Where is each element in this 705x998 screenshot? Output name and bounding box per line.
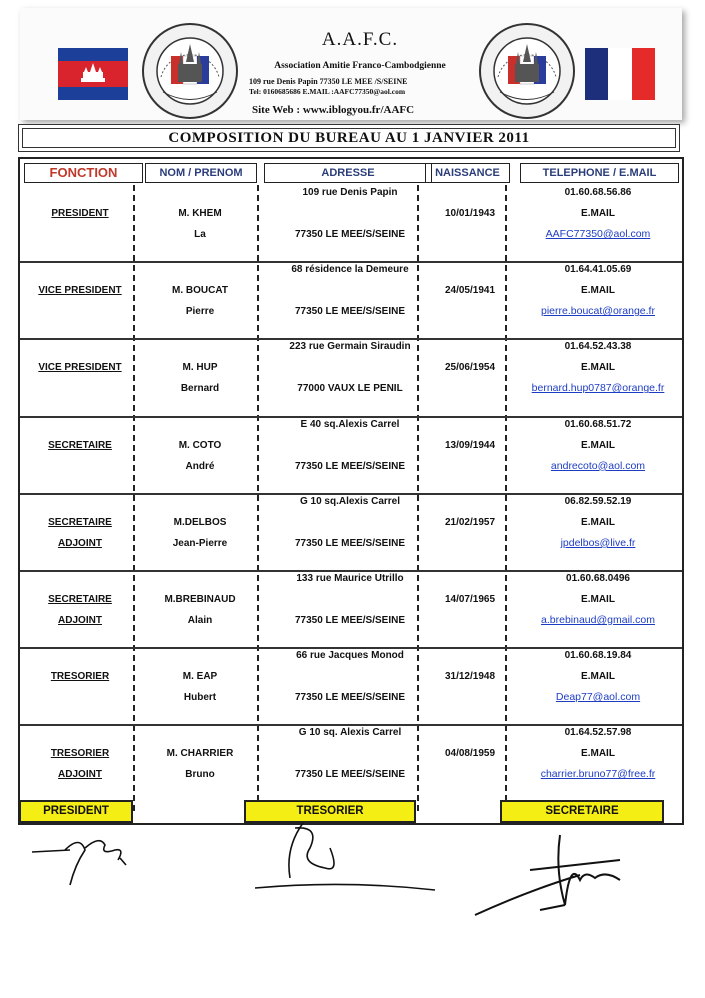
address-city: 77000 VAUX LE PENIL [297, 383, 403, 395]
row-separator [20, 416, 682, 418]
column-divider [133, 185, 135, 811]
address-city: 77350 LE MEE/S/SEINE [294, 306, 406, 318]
org-subtitle: Association Amitie Franco-Cambodgienne [274, 61, 446, 71]
secretaire-signature [470, 830, 650, 920]
document-title: COMPOSITION DU BUREAU AU 1 JANVIER 2011 [22, 128, 676, 148]
role-label: ADJOINT [58, 615, 102, 626]
row-separator [20, 261, 682, 263]
member-firstname: Jean-Pierre [172, 537, 228, 549]
address-city: 77350 LE MEE/S/SEINE [294, 460, 406, 472]
member-firstname: Bernard [180, 383, 220, 395]
bureau-table [18, 157, 684, 825]
email-label: E.MAIL [581, 208, 615, 219]
email-label: E.MAIL [581, 594, 615, 605]
email-link[interactable]: AAFC77350@aol.com [545, 228, 651, 240]
document-title-frame [18, 124, 680, 152]
signature-label-president: PRESIDENT [19, 800, 133, 823]
address-street: 66 rue Jacques Monod [296, 650, 404, 662]
member-firstname: Hubert [183, 692, 217, 704]
email-label: E.MAIL [581, 671, 615, 683]
address-street: 223 rue Germain Siraudin [289, 341, 411, 353]
org-title: A.A.F.C. [321, 29, 399, 50]
member-name: M. HUP [182, 362, 218, 374]
signature-label-tresorier: TRESORIER [244, 800, 416, 823]
org-address: 109 rue Denis Papin 77350 LE MEE /S/SEINE [249, 77, 408, 86]
birth-date: 25/06/1954 [444, 362, 496, 374]
email-label: E.MAIL [581, 748, 615, 760]
email-link[interactable]: pierre.boucat@orange.fr [541, 305, 655, 318]
birth-date: 10/01/1943 [444, 208, 496, 219]
email-link[interactable]: bernard.hup0787@orange.fr [531, 382, 665, 395]
phone-number: 01.64.41.05.69 [564, 264, 632, 276]
birth-date: 31/12/1948 [444, 671, 496, 683]
address-city: 77350 LE MEE/S/SEINE [294, 692, 406, 704]
address-street: 109 rue Denis Papin [302, 187, 398, 198]
tresorier-signature [255, 818, 445, 898]
member-name: M.DELBOS [173, 516, 227, 528]
column-divider [257, 185, 259, 811]
email-link[interactable]: a.brebinaud@gmail.com [541, 614, 655, 626]
member-firstname: Bruno [185, 769, 215, 781]
president-signature [30, 830, 140, 890]
address-street: E 40 sq.Alexis Carrel [300, 418, 400, 430]
member-name: M. COTO [178, 439, 222, 451]
member-firstname: La [194, 229, 206, 240]
member-name: M. CHARRIER [166, 748, 234, 760]
role-label: SECRETAIRE [48, 516, 112, 528]
role-label: TRESORIER [50, 748, 110, 760]
role-label: ADJOINT [58, 769, 102, 781]
member-firstname: Pierre [185, 306, 215, 318]
address-city: 77350 LE MEE/S/SEINE [294, 615, 406, 626]
row-separator [20, 570, 682, 572]
member-name: M. EAP [182, 671, 218, 683]
email-label: E.MAIL [581, 362, 615, 374]
association-seal-icon [141, 22, 239, 120]
row-separator [20, 724, 682, 726]
phone-number: 01.60.68.19.84 [564, 650, 632, 662]
org-website: Site Web : www.iblogyou.fr/AAFC [252, 104, 415, 116]
birth-date: 13/09/1944 [444, 439, 496, 451]
member-name: M.BREBINAUD [164, 594, 236, 605]
column-header-naissance: NAISSANCE [425, 163, 510, 183]
address-street: 68 résidence la Demeure [291, 264, 409, 276]
column-header-telephone: TELEPHONE / E.MAIL [520, 163, 679, 183]
email-link[interactable]: andrecoto@aol.com [550, 459, 646, 472]
phone-number: 01.64.52.57.98 [564, 727, 632, 739]
email-label: E.MAIL [581, 285, 615, 297]
phone-number: 06.82.59.52.19 [564, 495, 632, 507]
address-city: 77350 LE MEE/S/SEINE [294, 537, 406, 549]
phone-number: 01.60.68.56.86 [564, 187, 632, 198]
column-divider [505, 185, 507, 811]
phone-number: 01.60.68.0496 [566, 573, 630, 584]
header-banner [20, 8, 682, 120]
row-separator [20, 493, 682, 495]
france-flag-icon [585, 48, 655, 100]
member-firstname: André [185, 460, 215, 472]
role-label: TRESORIER [50, 671, 110, 683]
role-label: SECRETAIRE [48, 594, 112, 605]
row-separator [20, 338, 682, 340]
email-link[interactable]: jpdelbos@live.fr [560, 536, 636, 549]
email-link[interactable]: Deap77@aol.com [555, 691, 641, 704]
phone-number: 01.60.68.51.72 [564, 418, 632, 430]
row-separator [20, 647, 682, 649]
address-street: G 10 sq.Alexis Carrel [299, 495, 401, 507]
email-label: E.MAIL [581, 516, 615, 528]
email-link[interactable]: charrier.bruno77@free.fr [540, 768, 656, 781]
role-label: VICE PRESIDENT [38, 285, 122, 297]
birth-date: 04/08/1959 [444, 748, 496, 760]
column-header-nom: NOM / PRENOM [145, 163, 257, 183]
member-name: M. KHEM [178, 208, 222, 219]
role-label: SECRETAIRE [48, 439, 112, 451]
birth-date: 21/02/1957 [444, 516, 496, 528]
address-street: G 10 sq. Alexis Carrel [298, 727, 402, 739]
address-street: 133 rue Maurice Utrillo [296, 573, 404, 584]
member-firstname: Alain [187, 615, 213, 626]
address-city: 77350 LE MEE/S/SEINE [294, 229, 406, 240]
role-label: VICE PRESIDENT [38, 362, 122, 374]
email-label: E.MAIL [581, 439, 615, 451]
column-header-fonction: FONCTION [24, 163, 143, 183]
address-city: 77350 LE MEE/S/SEINE [294, 769, 406, 781]
phone-number: 01.64.52.43.38 [564, 341, 632, 353]
role-label: PRESIDENT [51, 208, 109, 219]
member-name: M. BOUCAT [172, 285, 228, 297]
birth-date: 14/07/1965 [444, 594, 496, 605]
signature-label-secretaire: SECRETAIRE [500, 800, 664, 823]
cambodia-flag-icon [58, 48, 128, 100]
org-contact: Tel: 0160685686 E.MAIL :AAFC77350@aol.com [249, 87, 406, 96]
association-seal-icon [478, 22, 576, 120]
birth-date: 24/05/1941 [444, 285, 496, 297]
role-label: ADJOINT [58, 537, 102, 549]
column-header-adresse: ADRESSE [264, 163, 432, 183]
